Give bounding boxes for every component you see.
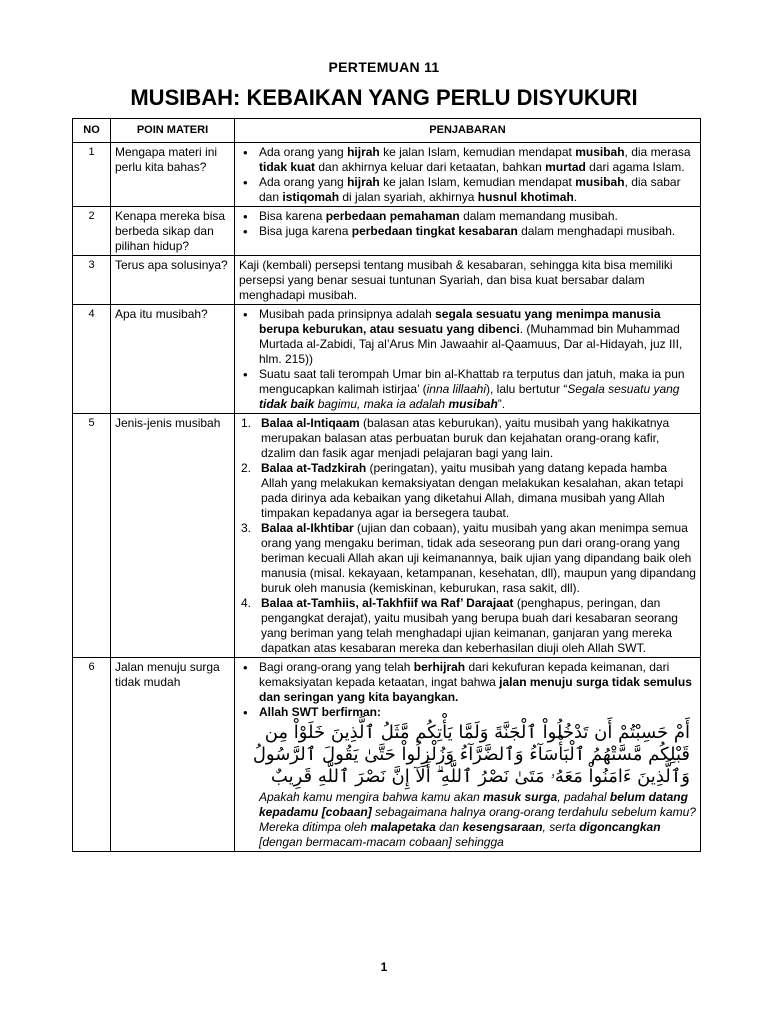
list-item: • Bisa juga karena perbedaan tingkat kesabaran dalam menghadapi musibah. [239, 224, 696, 239]
row-topic: Jenis-jenis musibah [111, 414, 235, 658]
bullet-list [239, 307, 696, 412]
bullet-list [239, 145, 696, 205]
row-number: 5 [73, 414, 111, 658]
row-number: 4 [73, 305, 111, 414]
list-item: 2. Balaa at-Tadzkirah (peringatan), yaitu musibah yang datang kepada hamba Allah yang melakukan kemaksiyatan dengan melakukan kesalahan, akan tetapi pada dirinya ada kebaikan yang diketahui Allah, dimana musibah yang Allah timpakan kepadanya agar ia bersegera taubat. [241, 461, 684, 520]
table-row [73, 143, 701, 207]
numbered-list [239, 416, 696, 656]
list-item: • Ada orang yang hijrah ke jalan Islam, kemudian mendapat musibah, dia merasa tidak kuat dan akhirnya keluar dari ketaatan, bahkan murtad dari agama Islam. [239, 145, 696, 175]
list-item: • Bisa karena perbedaan pemahaman dalam memandang musibah. [239, 209, 696, 224]
page-number: 1 [380, 960, 388, 974]
bullet-list [239, 209, 696, 239]
table-row [73, 305, 701, 414]
table-row [73, 658, 701, 852]
row-number: 1 [73, 143, 111, 207]
row-explanation [235, 305, 701, 414]
column-header-no: NO [73, 119, 111, 143]
row-number: 3 [73, 256, 111, 305]
table-row [73, 414, 701, 658]
row-topic: Kenapa mereka bisa berbeda sikap dan pilihan hidup? [111, 207, 235, 256]
meeting-label: PERTEMUAN 11 [328, 59, 440, 75]
list-item: • Suatu saat tali terompah Umar bin al-Khattab ra terputus dan jatuh, maka ia pun mengucapkan kalimah istirjaa’ (inna lillaahi), lalu bertutur “Segala sesuatu yang tidak baik bagimu, maka ia adalah musibah”. [239, 367, 696, 412]
row-explanation [235, 207, 701, 256]
row-explanation [235, 658, 701, 852]
list-item: 4. Balaa at-Tamhiis, al-Takhfiif wa Raf’ Darajaat (penghapus, peringan, dan pengangkat derajat), yaitu musibah yang berupa buah dari kesabaran seorang yang beriman yang telah menghadapi ujian keimanan, ganjaran yang mereka dapatkan atas kesabaran mereka dan keberhasilan diuji oleh Allah SWT. [241, 596, 678, 655]
list-item: • Ada orang yang hijrah ke jalan Islam, kemudian mendapat musibah, dia sabar dan istiqomah di jalan syariah, akhirnya husnul khotimah. [239, 175, 696, 205]
row-number: 2 [73, 207, 111, 256]
column-header-explanation: PENJABARAN [235, 119, 701, 143]
list-item: 1. Balaa al-Intiqaam (balasan atas keburukan), yaitu musibah yang hakikatnya merupakan balasan atas perbuatan buruk dan kejahatan orang-orang kafir, dzalim dan fasik agar menjadi pelajaran bagi yang lain. [241, 416, 670, 460]
list-item: • Allah SWT berfirman: [239, 705, 696, 720]
quran-verse: أَمْ حَسِبْتُمْ أَن تَدْخُلُواْ ٱلْجَنَّةَ وَلَمَّا يَأْتِكُم مَّثَلُ ٱلَّذِينَ خَلَوْاْ مِن قَبْلِكُم مَّسَّتْهُمُ ٱلْبَأْسَآءُ وَٱلضَّرَّآءُ وَزُلْزِلُواْ حَتَّىٰ يَقُولَ ٱلرَّسُولُ وَٱلَّذِينَ ءَامَنُواْ مَعَهُۥ مَتَىٰ نَصْرُ ٱللَّهِ ۗ أَلَآ إِنَّ نَصْرَ ٱللَّهِ قَرِيبٌ [252, 722, 690, 787]
material-table [72, 118, 701, 852]
list-item: 3. Balaa al-Ikhtibar (ujian dan cobaan), yaitu musibah yang akan menimpa semua orang yang mengaku beriman, tidak ada seseorang pun dari orang-orang yang beriman kecuali Allah akan uji keimanannya, baik ujian yang dipandang baik oleh manusia (misal. kekayaan, ketampanan, kesehatan, dll), maupun yang dipandang buruk oleh manusia (kemiskinan, keburukan, rasa sakit, dll). [241, 521, 696, 595]
row-explanation [235, 143, 701, 207]
row-explanation [235, 414, 701, 658]
page-title: MUSIBAH: KEBAIKAN YANG PERLU DISYUKURI [130, 85, 638, 110]
bullet-list [239, 660, 696, 720]
table-row [73, 256, 701, 305]
table-header-row [73, 119, 701, 143]
row-topic: Terus apa solusinya? [111, 256, 235, 305]
row-topic: Mengapa materi ini perlu kita bahas? [111, 143, 235, 207]
row-topic: Jalan menuju surga tidak mudah [111, 658, 235, 852]
row-topic: Apa itu musibah? [111, 305, 235, 414]
table-row [73, 207, 701, 256]
list-item: • Bagi orang-orang yang telah berhijrah dari kekufuran kepada keimanan, dari kemaksiyatan kepada ketaatan, ingat bahwa jalan menuju surga tidak semulus dan seringan yang kita bayangkan. [239, 660, 696, 705]
verse-translation: Apakah kamu mengira bahwa kamu akan masuk surga, padahal belum datang kepadamu [cobaan] sebagaimana halnya orang-orang terdahulu sebelum kamu? Mereka ditimpa oleh malapetaka dan kesengsaraan, serta digoncangkan [dengan bermacam-macam cobaan] sehingga [259, 790, 696, 849]
row-explanation: Kaji (kembali) persepsi tentang musibah & kesabaran, sehingga kita bisa memiliki persepsi yang benar sesuai tuntunan Syariah, dan bisa kuat bersabar dalam menghadapi musibah. [235, 256, 701, 305]
list-item: • Musibah pada prinsipnya adalah segala sesuatu yang menimpa manusia berupa keburukan, atau sesuatu yang dibenci. (Muhammad bin Muhammad Murtada al-Zabidi, Taj al’Arus Min Jawaahir al-Qaamuus, Dar al-Hidayah, juz III, hlm. 215)) [239, 307, 696, 367]
row-number: 6 [73, 658, 111, 852]
column-header-topic: POIN MATERI [111, 119, 235, 143]
